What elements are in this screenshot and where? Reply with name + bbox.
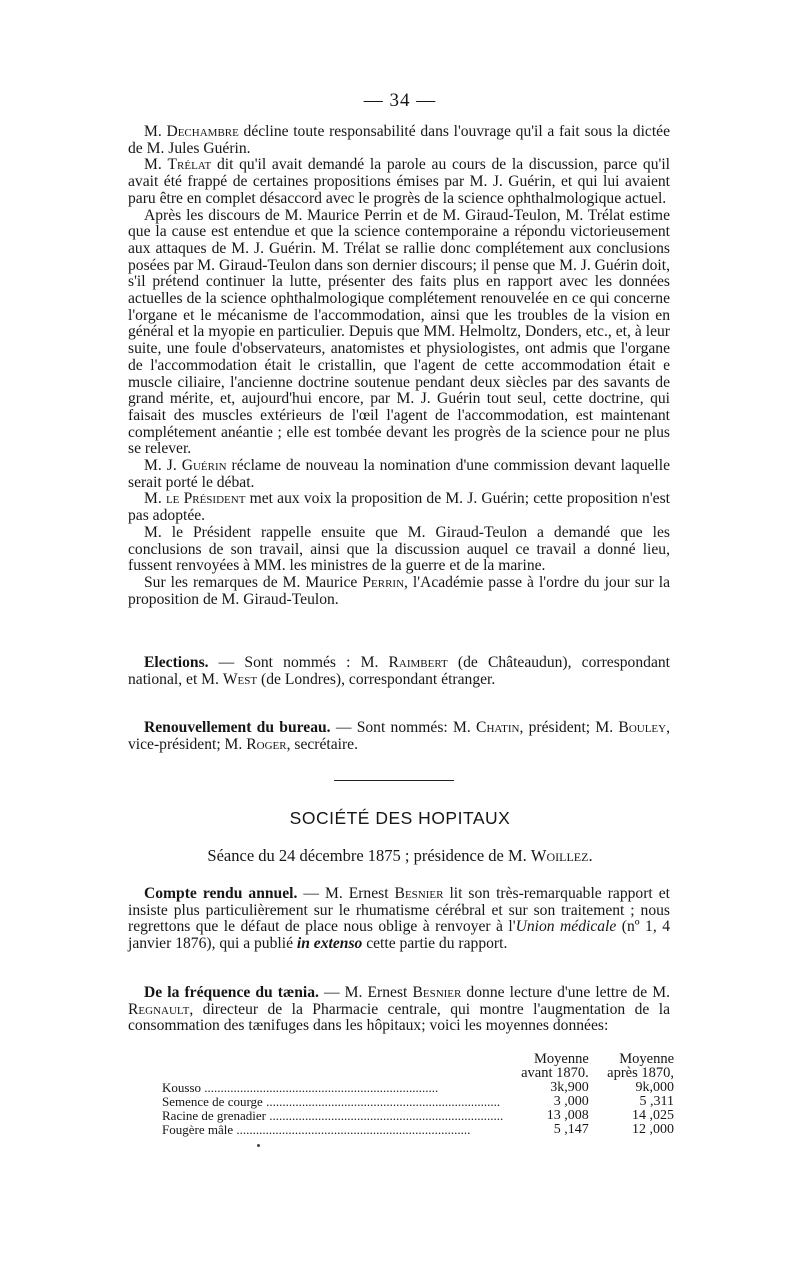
paragraph-renouvellement: Renouvellement du bureau. — Sont nommés: M. Chatin, président; M. Bouley, vice-président; M. Roger, secrétaire. <box>128 719 670 753</box>
table-cell-label: Racine de grenadier ..... <box>162 1109 503 1123</box>
table-header-before: Moyenne avant 1870. <box>521 1051 589 1082</box>
paragraph-president-recall: M. le Président rappelle ensuite que M. Giraud-Teulon a demandé que les conclusions de son travail, ainsi que la discussion auquel ce travail a donné lieu, fussent renvoyées à MM. les ministres de la guerre et de la marine. <box>128 523 670 575</box>
ink-speck <box>257 1144 260 1147</box>
taenifuge-table <box>162 1052 674 1138</box>
table-header-after: Moyenne après 1870, <box>607 1051 674 1082</box>
paragraph-president-vote: M. le Président met aux voix la proposition de M. J. Guérin; cette proposition n'est pas adoptée. <box>128 490 670 525</box>
table-cell-label: Fougère mâle ..... <box>162 1123 503 1137</box>
table-row <box>162 1123 674 1137</box>
table-row <box>162 1109 674 1123</box>
academy-proceedings <box>128 124 670 608</box>
table-cell-before: 5 ,147 <box>553 1122 589 1138</box>
paragraph-trelat-conclusion: Après les discours de M. Maurice Perrin et de M. Giraud-Teulon, M. Trélat estime que la cause est entendue et que la science contemporaine a répondu victorieusement aux attaques de M. J. Guérin. M. Trélat se rallie donc complétement aux conclusions posées par M. Giraud-Teulon dans son dernier discours; il pense que M. J. Guérin doit, s'il prétend continuer la lutte, présenter des faits plus en rapport avec les données actuelles de la science ophthalmologique complétement renouvelée en ce qui concerne l'organe et le mécanisme de l'accommodation, ainsi que les troubles de la vision en général et la myopie en particulier. Depuis que MM. Helmoltz, Donders, etc., et, à leur suite, une foule d'observateurs, anatomistes et physiologistes, ont admis que l'organe de l'accommodation était le cristallin, que l'agent de cette accommodation était e muscle ciliaire, l'ancienne doctrine soutenue pendant deux siècles par des savants de grand mérite, et, aujourd'hui encore, par M. J. Guérin tout seul, cette doctrine, qui faisait des muscles extérieurs de l'œil l'agent de l'accommodation, est maintenant complétement anéantie ; elle est tombée devant les progrès de la science pour ne plus se relever. <box>128 206 670 458</box>
paragraph-taenia: De la fréquence du tænia. — M. Ernest Besnier donne lecture d'une lettre de M. Regnault, directeur de la Pharmacie centrale, qui montre l'augmentation de la consommation des tænifuges dans les hôpitaux; voici les moyennes données: <box>128 984 670 1035</box>
table-row <box>162 1081 674 1095</box>
table-cell-after: 14 ,025 <box>632 1108 674 1124</box>
table-cell-before: 13 ,008 <box>546 1108 589 1124</box>
page-number: — 34 — <box>363 90 437 111</box>
paragraph-trelat: M. Trélat dit qu'il avait demandé la parole au cours de la discussion, parce qu'il avait été frappé de certaines propositions émises par M. J. Guérin, et qui lui avaient paru être en complet désaccord avec le progrès de la science ophthalmologique actuel. <box>128 156 670 207</box>
section-divider <box>334 780 454 781</box>
table-header-label <box>162 1052 503 1081</box>
table-cell-after: 12 ,000 <box>632 1122 674 1138</box>
elections-section <box>128 655 670 688</box>
table-row <box>162 1095 674 1109</box>
table-cell-after: 9k,000 <box>635 1079 674 1095</box>
table-cell-before: 3k,900 <box>550 1079 589 1095</box>
taenia-section <box>128 985 670 1035</box>
paragraph-guerin: M. J. Guérin réclame de nouveau la nomination d'une commission devant laquelle serait porté le débat. <box>128 457 671 491</box>
paragraph-dechambre: M. Dechambre décline toute responsabilité dans l'ouvrage qu'il a fait sous la dictée de M. Jules Guérin. <box>128 123 671 157</box>
bureau-section <box>128 720 670 753</box>
seance-heading: Séance du 24 décembre 1875 ; présidence de M. Woillez. <box>207 846 593 865</box>
table-cell-label: Kousso ..... <box>162 1081 503 1095</box>
society-title: SOCIÉTÉ DES HOPITAUX <box>289 808 511 828</box>
table-cell-label: Semence de courge ..... <box>162 1095 503 1109</box>
paragraph-ordre-du-jour: Sur les remarques de M. Maurice Perrin, l'Académie passe à l'ordre du jour sur la proposition de M. Giraud-Teulon. <box>128 573 671 608</box>
paragraph-compte-rendu: Compte rendu annuel. — M. Ernest Besnier lit son très-remarquable rapport et insiste plus particulièrement sur le rhumatisme cérébral et sur son traitement ; nous regrettons que le défaut de place nous oblige à renvoyer à l'Union médicale (nº 1, 4 janvier 1876), qui a publié in extenso cette partie du rapport. <box>128 885 671 953</box>
table-cell-after: 5 ,311 <box>639 1093 674 1109</box>
table-header-row <box>162 1052 674 1081</box>
compte-rendu-section <box>128 886 670 953</box>
paragraph-elections: Elections. — Sont nommés : M. Raimbert (de Châteaudun), correspondant national, et M. West (de Londres), correspondant étranger. <box>128 654 670 688</box>
table-cell-before: 3 ,000 <box>553 1093 589 1109</box>
